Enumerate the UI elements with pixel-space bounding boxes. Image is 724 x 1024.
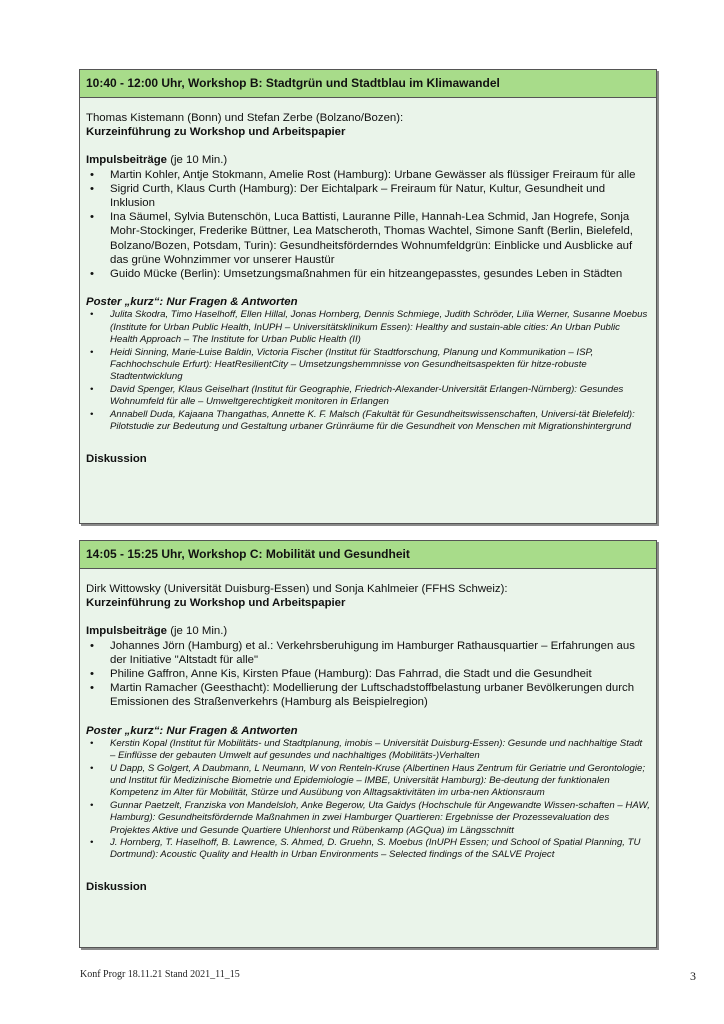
item-text: David Spenger, Klaus Geiselhart (Institut für Geographie, Friedrich-Alexander-Universität Erlangen-Nürnberg): Gesundes Wohnumfeld für alle – Umweltgerechtigkeit monitoren in Erlangen	[110, 383, 624, 408]
workshop-c-header: 14:05 - 15:25 Uhr, Workshop C: Mobilität und Gesundheit	[80, 541, 656, 569]
bullet-icon: •	[90, 182, 94, 195]
poster-list	[86, 738, 650, 862]
list-item	[86, 210, 650, 267]
bullet-icon: •	[90, 211, 94, 224]
list-item	[86, 182, 650, 210]
list-item	[86, 168, 650, 182]
bullet-icon: •	[90, 837, 94, 849]
poster-item	[86, 347, 650, 384]
workshop-b-box	[79, 69, 657, 524]
item-text: Sigrid Curth, Klaus Curth (Hamburg): Der Eichtalpark – Freiraum für Natur, Kultur, Gesundheit und Inklusion	[110, 182, 606, 210]
page-number: 3	[690, 969, 696, 983]
poster-item	[86, 309, 650, 346]
workshop-b-header: 10:40 - 12:00 Uhr, Workshop B: Stadtgrün und Stadtblau im Klimawandel	[80, 70, 656, 98]
list-item	[86, 681, 650, 709]
bullet-icon: •	[90, 346, 94, 358]
item-text: Guido Mücke (Berlin): Umsetzungsmaßnahmen für ein hitzeangepasstes, gesundes Leben in Städten	[110, 268, 623, 281]
workshop-c-box	[79, 540, 657, 948]
intro-title: Kurzeinführung zu Workshop und Arbeitspapier	[86, 126, 346, 139]
bullet-icon: •	[90, 639, 94, 652]
list-item	[86, 267, 650, 281]
impulse-list	[86, 168, 650, 282]
impulse-heading	[86, 624, 650, 638]
item-text: J. Hornberg, T. Haselhoff, B. Lawrence, S. Ahmed, D. Gruehn, S. Moebus (InUPH Essen; und School of Spatial Planning, TU Dortmund): Acoustic Quality and Health in Urban Environments – Selected findings of the SALVE Project	[110, 837, 641, 861]
poster-item	[86, 738, 650, 763]
item-text: Ina Säumel, Sylvia Butenschön, Luca Battisti, Lauranne Pille, Hannah-Lea Schmid, Jan Hogrefe, Sonja Mohr-Stockinger, Frederike Büttner, Lea Matscheroth, Thomas Wachtel, Simone Sanft (Berlin, Bielefeld, Bolzano/Bozen, Potsdam, Turin): Gesundheitsförderndes Wohnumfeldgrün: Einblicke und Ausblicke auf das grüne Wohnzimmer vor unserer Haustür	[110, 211, 633, 266]
item-text: Annabell Duda, Kajaana Thangathas, Annette K. F. Malsch (Fakultät für Gesundheitswissenschaften, Universi-tät Bielefeld): Pilotstudie zur Bedeutung und Gestaltung urbaner Grünräume für die Gesundheit von Menschen mit Migrationshintergrund	[110, 408, 635, 433]
impulse-label: Impulsbeiträge	[86, 625, 168, 638]
poster-item	[86, 837, 650, 862]
poster-item	[86, 409, 650, 434]
bullet-icon: •	[90, 799, 94, 811]
impulse-note: (je 10 Min.)	[167, 154, 228, 167]
item-text: Julita Skodra, Timo Haselhoff, Ellen Hillal, Jonas Hornberg, Dennis Schmiege, Judith Schröder, Lilia Werner, Susanne Moebus (Institute for Urban Public Health, InUPH – Universitätsklinikum Essen): Healthy and sustain-able cities: An Urban Public Health Approach – The Institute for Urban Public Health (II)	[110, 309, 648, 346]
discussion-label: Diskussion	[86, 452, 147, 465]
item-text: U Dapp, S Golgert, A Daubmann, L Neumann, W von Renteln-Kruse (Albertinen Haus Zentrum für Geriatrie und Gerontologie; und Institut für Medizinische Biometrie und Epidemiologie – IMBE, Universität Hamburg): Be-deutung der funktionalen Kompetenz im Alter für Mobilität, Stürze und Ausübung von Alltagsaktivitäten im urba-nen Aktionsraum	[110, 762, 646, 799]
bullet-icon: •	[90, 383, 94, 395]
impulse-list	[86, 639, 650, 710]
list-item	[86, 639, 650, 667]
poster-heading: Poster „kurz“: Nur Fragen & Antworten	[86, 296, 298, 309]
footer-version: Konf Progr 18.11.21 Stand 2021_11_15	[80, 969, 240, 980]
intro-title: Kurzeinführung zu Workshop und Arbeitspapier	[86, 597, 346, 610]
poster-item	[86, 384, 650, 409]
poster-item	[86, 763, 650, 800]
bullet-icon: •	[90, 668, 94, 681]
item-text: Gunnar Paetzelt, Franziska von Mandelsloh, Anke Begerow, Uta Gaidys (Hochschule für Angewandte Wissen-schaften – HAW, Hamburg): Gesundheitsfördernde Maßnahmen in zwei Hamburger Quartieren: Ergebnisse der Prozessevaluation des Projektes Aktive und Gesunde Quartiere Uhlenhorst und Rübenkamp (AGQua) im Längsschnitt	[110, 799, 650, 836]
moderators: Dirk Wittowsky (Universität Duisburg-Essen) und Sonja Kahlmeier (FFHS Schweiz):	[86, 583, 508, 595]
impulse-label: Impulsbeiträge	[86, 154, 168, 167]
item-text: Kerstin Kopal (Institut für Mobilitäts- und Stadtplanung, imobis – Universität Duisburg-Essen): Gesunde und nachhaltige Stadt – Einflüsse der gebauten Umwelt auf gesundes und nachhaltiges (Mobilitäts-)Verhalten	[110, 737, 643, 762]
bullet-icon: •	[90, 682, 94, 695]
bullet-icon: •	[90, 168, 94, 181]
list-item	[86, 667, 650, 681]
item-text: Martin Kohler, Antje Stokmann, Amelie Rost (Hamburg): Urbane Gewässer als flüssiger Freiraum für alle	[110, 168, 636, 181]
bullet-icon: •	[90, 268, 94, 281]
impulse-heading	[86, 153, 650, 167]
item-text: Heidi Sinning, Marie-Luise Baldin, Victoria Fischer (Institut für Stadtforschung, Planung und Kommunikation – ISP, Fachhochschule Erfurt): HeatResilientCity – Umsetzungshemmnisse von Gesundheitsaspekten für hitze-robuste Stadtentwicklung	[110, 346, 594, 383]
workshop-c-body	[80, 569, 656, 894]
workshop-b-body	[80, 98, 656, 466]
bullet-icon: •	[90, 737, 94, 749]
poster-heading: Poster „kurz“: Nur Fragen & Antworten	[86, 724, 298, 737]
poster-list	[86, 309, 650, 433]
poster-item	[86, 800, 650, 837]
impulse-note: (je 10 Min.)	[167, 625, 228, 638]
bullet-icon: •	[90, 762, 94, 774]
item-text: Johannes Jörn (Hamburg) et al.: Verkehrsberuhigung im Hamburger Rathausquartier – Erfahrungen aus der Initiative "Altstadt für alle"	[110, 639, 635, 666]
discussion-label: Diskussion	[86, 880, 147, 893]
bullet-icon: •	[90, 408, 94, 420]
moderators: Thomas Kistemann (Bonn) und Stefan Zerbe (Bolzano/Bozen):	[86, 112, 404, 124]
item-text: Martin Ramacher (Geesthacht): Modellierung der Luftschadstoffbelastung urbaner Bevölkerungen durch Emissionen des Straßenverkehrs (Hamburg als Beispielregion)	[110, 682, 635, 709]
item-text: Philine Gaffron, Anne Kis, Kirsten Pfaue (Hamburg): Das Fahrrad, die Stadt und die Gesundheit	[110, 668, 592, 681]
bullet-icon: •	[90, 309, 94, 321]
